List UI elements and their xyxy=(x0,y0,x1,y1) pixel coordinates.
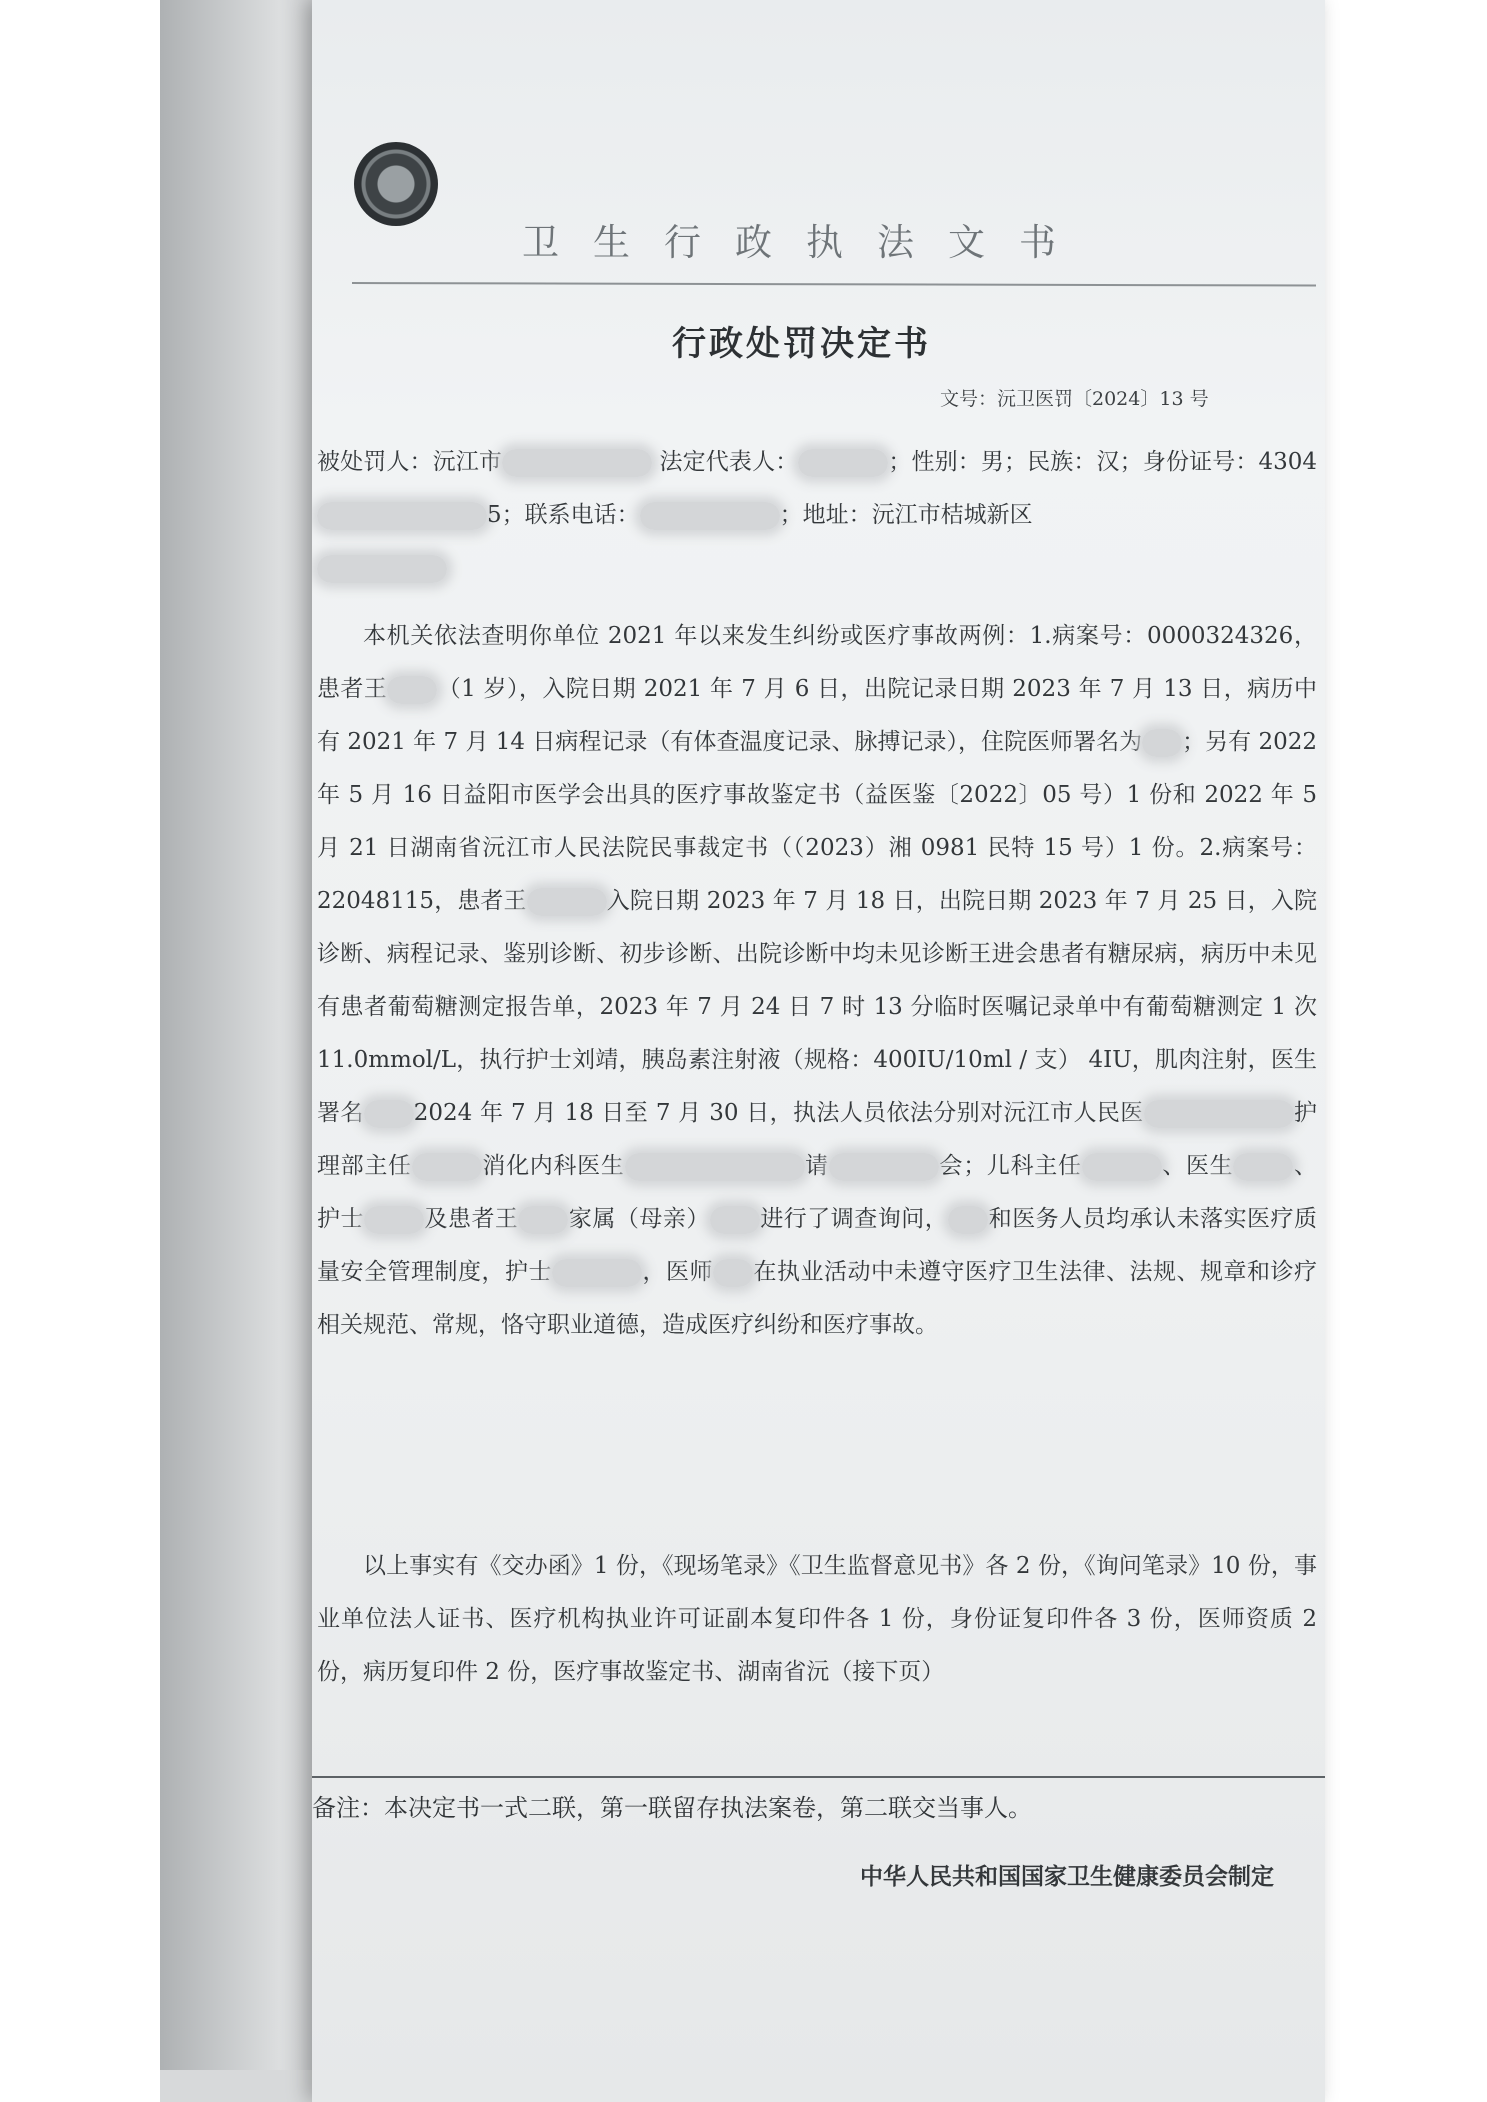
page-stack-edge xyxy=(160,0,330,2102)
redaction xyxy=(412,1153,482,1181)
facts-text: 及患者王 xyxy=(423,1206,519,1232)
redaction xyxy=(387,676,437,704)
party-info-paragraph xyxy=(317,436,1317,595)
redaction xyxy=(948,1206,988,1234)
facts-text: 、医生 xyxy=(1161,1153,1234,1179)
party-text: ；地址：沅江市桔城新区 xyxy=(779,502,1033,528)
party-text: 被处罚人：沅江市 xyxy=(317,449,503,475)
document-number: 文号：沅卫医罚〔2024〕13 号 xyxy=(940,388,1209,410)
note-rule xyxy=(312,1776,1325,1778)
document-title: 行政处罚决定书 xyxy=(672,324,931,364)
facts-text: ，医师 xyxy=(642,1259,713,1285)
facts-text: 在执业活动中未遵守医疗卫生法律、法规、规章和诊疗相关规范、常规，恪守职业道德，造成医疗纠纷和医疗事故。 xyxy=(317,1259,1317,1338)
redaction xyxy=(1144,1100,1294,1128)
evidence-paragraph: 以上事实有《交办函》1 份，《现场笔录》《卫生监督意见书》各 2 份，《询问笔录》10 份，事业单位法人证书、医疗机构执业许可证副本复印件各 1 份，身份证复印件各 3 份，医师资质 2 份，病历复印件 2 份，医疗事故鉴定书、湖南省沅（接下页） xyxy=(317,1553,1317,1685)
redaction xyxy=(798,449,888,477)
redaction xyxy=(364,1100,414,1128)
facts-text: 本机关依法查明你单位 2021 年以来发生纠纷或医疗事故两例：1.病案号：0000324326，患者王 xyxy=(317,623,1317,702)
redaction xyxy=(1233,1153,1293,1181)
facts-text: 进行了调查询问， xyxy=(759,1206,949,1232)
redaction xyxy=(317,555,447,583)
redaction xyxy=(552,1259,642,1287)
remarks-note: 备注：本决定书一式二联，第一联留存执法案卷，第二联交当事人。 xyxy=(312,1794,1032,1822)
redaction xyxy=(710,1206,760,1234)
redaction xyxy=(502,449,652,477)
facts-text: 和医务人员均承认未落实医疗质量安全管理制度，护士 xyxy=(317,1206,1318,1285)
header-rule xyxy=(352,282,1316,287)
redaction xyxy=(829,1153,939,1181)
facts-text: 会；儿科主任 xyxy=(938,1153,1082,1179)
redaction xyxy=(518,1206,568,1234)
document-header: 卫生行政执法文书 xyxy=(522,221,1090,264)
facts-text: ；另有 2022 年 5 月 16 日益阳市医学会出具的医疗事故鉴定书（益医鉴〔2022〕05 号）1 份和 2022 年 5 月 21 日湖南省沅江市人民法院民事裁定书（（2023）湘 0981 民特 15 号）1 份。2.病案号：22048115，患者王 xyxy=(317,729,1317,914)
redaction xyxy=(1142,729,1182,757)
facts-text: 消化内科医生 xyxy=(481,1153,625,1179)
redaction xyxy=(640,502,780,530)
issuer-footer: 中华人民共和国国家卫生健康委员会制定 xyxy=(860,1863,1274,1890)
redaction xyxy=(317,502,487,530)
redaction xyxy=(527,888,607,916)
facts-text: 入院日期 2023 年 7 月 18 日，出院日期 2023 年 7 月 25 日，入院诊断、病程记录、鉴别诊断、初步诊断、出院诊断中均未见诊断王进会患者有糖尿病，病历中未见有患者葡萄糖测定报告单，2023 年 7 月 24 日 7 时 13 分临时医嘱记录单中有葡萄糖测定 1 次 11.0mmol/L，执行护士刘靖，胰岛素注射液（规格：400IU/10ml / 支） 4IU，肌肉注射，医生署名 xyxy=(317,888,1317,1126)
background-left xyxy=(0,0,160,2102)
party-text: ；性别：男；民族：汉；身份证号：4304 xyxy=(888,449,1318,475)
facts-text: 2024 年 7 月 18 日至 7 月 30 日，执法人员依法分别对沅江市人民医 xyxy=(413,1100,1144,1126)
facts-text: 家属（母亲） xyxy=(568,1206,710,1232)
facts-text: 护理部主任 xyxy=(317,1100,1318,1179)
redaction xyxy=(625,1153,805,1181)
redaction xyxy=(1082,1153,1162,1181)
party-text: 5；联系电话： xyxy=(487,502,640,528)
emblem-seal-icon xyxy=(354,142,438,226)
facts-text: 请 xyxy=(804,1153,829,1179)
facts-paragraph xyxy=(317,610,1317,1352)
facts-text: （1 岁），入院日期 2021 年 7 月 6 日，出院记录日期 2023 年 7 月 13 日，病历中有 2021 年 7 月 14 日病程记录（有体查温度记录、脉搏记录），住院医师署名为 xyxy=(317,676,1317,755)
facts-text: 、护士 xyxy=(317,1153,1318,1232)
party-text: 法定代表人： xyxy=(659,449,799,475)
redaction xyxy=(713,1259,753,1287)
redaction xyxy=(364,1206,424,1234)
document-page xyxy=(312,0,1325,2102)
